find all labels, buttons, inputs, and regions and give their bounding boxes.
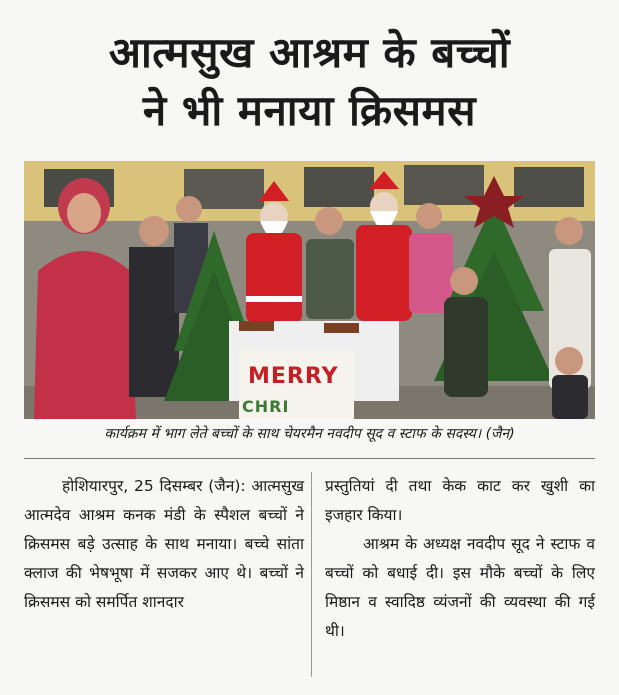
- article-column-2: [325, 472, 595, 646]
- paragraph: प्रस्तुतियां दी तथा केक काट कर खुशी का इजहार किया।: [325, 477, 595, 524]
- photo-caption: कार्यक्रम में भाग लेते बच्चों के साथ चेयरमैन नवदीप सूद व स्टाफ के सदस्य। (जैन): [104, 426, 515, 442]
- article-column-1: [24, 472, 304, 617]
- banner-text-2: CHRI: [242, 397, 290, 416]
- divider: [24, 458, 595, 459]
- column-divider: [311, 472, 312, 677]
- paragraph: होशियारपुर, 25 दिसम्बर (जैन): आत्मसुख आत्मदेव आश्रम कनक मंडी के स्पैशल बच्चों ने क्रिसमस बड़े उत्साह के साथ मनाया। बच्चे सांता क्लाज की भेषभूषा में सजकर आए थे। बच्चों ने क्रिसमस को समर्पित शानदार: [24, 477, 304, 611]
- headline: [0, 24, 619, 140]
- news-photo: [24, 161, 595, 419]
- banner-text: MERRY: [248, 364, 339, 389]
- headline-line-2: ने भी मनाया क्रिसमस: [142, 86, 477, 135]
- paragraph: आश्रम के अध्यक्ष नवदीप सूद ने स्टाफ व बच्चों को बधाई दी। इस मौके बच्चों के लिए मिष्ठान व स्वादिष्ठ व्यंजनों की व्यवस्था की गई थी।: [325, 535, 595, 640]
- headline-line-1: आत्मसुख आश्रम के बच्चों: [108, 28, 511, 77]
